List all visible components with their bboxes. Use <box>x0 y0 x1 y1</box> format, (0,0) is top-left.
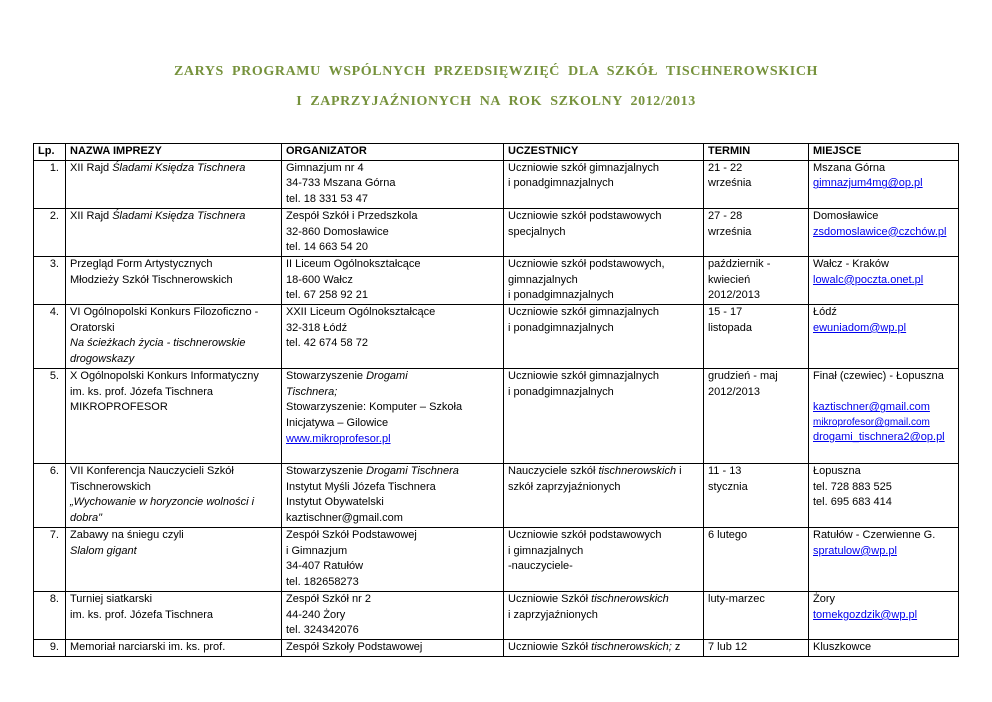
date-line: 7 lub 12 <box>708 641 748 654</box>
email-link[interactable]: tomekgozdzik@wp.pl <box>813 608 918 621</box>
participants-line: i ponadgimnazjalnych <box>508 385 614 398</box>
row-number: 8. <box>34 592 66 640</box>
event-name: Przegląd Form Artystycznych <box>70 257 213 270</box>
participants-cell <box>504 256 704 304</box>
participants-cell <box>504 464 704 528</box>
participants-cell <box>504 160 704 208</box>
event-name: XII Rajd <box>70 209 113 222</box>
email-link[interactable]: mikroprofesor@gmail.com <box>813 417 930 429</box>
place-name: Domosławice <box>813 209 879 222</box>
organizer-italic: Drogami <box>366 370 408 383</box>
event-name: im. ks. prof. Józefa Tischnera <box>70 608 214 621</box>
participants-line: Uczniowie szkół gimnazjalnych <box>508 306 660 319</box>
organizer-line: Gimnazjum nr 4 <box>286 161 364 174</box>
event-name: Turniej siatkarski <box>70 593 153 606</box>
organizer-line: 32-860 Domosławice <box>286 225 389 238</box>
participants-italic: tischnerowskich <box>591 593 669 606</box>
participants-line: Uczniowie szkół podstawowych <box>508 529 662 542</box>
organizer-line: 18-600 Wałcz <box>286 273 353 286</box>
organizer-line: XXII Liceum Ogólnokształcące <box>286 306 436 319</box>
table-row <box>34 640 959 657</box>
participants-line: Uczniowie szkół podstawowych, <box>508 257 665 270</box>
participants-cell <box>504 208 704 256</box>
date-line: 2012/2013 <box>708 385 760 398</box>
date-line: 21 - 22 <box>708 161 743 174</box>
participants-line: Uczniowie szkół gimnazjalnych <box>508 161 660 174</box>
event-name-italic: Śladami Księdza Tischnera <box>112 209 246 222</box>
table-header-row <box>34 144 959 161</box>
participants-line: i ponadgimnazjalnych <box>508 177 614 190</box>
organizer-line: Stowarzyszenie: Komputer – Szkoła <box>286 401 463 414</box>
participants-cell <box>504 640 704 657</box>
organizer-line: 34-407 Ratułów <box>286 560 364 573</box>
organizer-line: tel. 14 663 54 20 <box>286 241 368 254</box>
header-organizer: ORGANIZATOR <box>282 144 504 161</box>
event-name: Tischnerowskich <box>70 480 151 493</box>
table-row <box>34 528 959 592</box>
document-title-line-1: ZARYS PROGRAMU WSPÓLNYCH PRZEDSIĘWZIĘĆ DLA SZKÓŁ TISCHNEROWSKICH <box>173 64 819 79</box>
participants-line: Nauczyciele szkół <box>508 465 599 478</box>
organizer-line: 44-240 Żory <box>286 608 346 621</box>
date-cell <box>704 305 809 369</box>
row-number: 7. <box>34 528 66 592</box>
date-line: września <box>708 225 752 238</box>
date-cell <box>704 640 809 657</box>
date-line: grudzień - maj <box>708 370 778 383</box>
row-number: 2. <box>34 208 66 256</box>
event-name-cell <box>66 369 282 464</box>
table-row <box>34 256 959 304</box>
event-name: VII Konferencja Nauczycieli Szkół <box>70 465 234 478</box>
date-line: październik - <box>708 257 771 270</box>
organizer-cell <box>282 592 504 640</box>
organizer-line: Stowarzyszenie <box>286 465 367 478</box>
organizer-line: Zespół Szkół nr 2 <box>286 593 371 606</box>
organizer-cell <box>282 256 504 304</box>
event-name: X Ogólnopolski Konkurs Informatyczny <box>70 370 259 383</box>
place-cell <box>809 369 959 464</box>
date-cell <box>704 369 809 464</box>
row-number: 5. <box>34 369 66 464</box>
table-row <box>34 464 959 528</box>
place-name: Mszana Górna <box>813 161 886 174</box>
place-cell <box>809 305 959 369</box>
date-line: 11 - 13 <box>708 465 742 478</box>
event-name-cell <box>66 640 282 657</box>
date-cell <box>704 256 809 304</box>
place-cell <box>809 640 959 657</box>
organizer-cell <box>282 464 504 528</box>
email-link[interactable]: spratulow@wp.pl <box>813 544 897 557</box>
row-number: 1. <box>34 160 66 208</box>
organizer-italic: Drogami Tischnera <box>366 465 459 478</box>
event-name: VI Ogólnopolski Konkurs Filozoficzno - <box>70 306 259 319</box>
date-line: 15 - 17 <box>708 306 743 319</box>
header-lp: Lp. <box>34 144 66 161</box>
table-row <box>34 160 959 208</box>
participants-line: i ponadgimnazjalnych <box>508 289 614 302</box>
date-line: 27 - 28 <box>708 209 743 222</box>
date-line: stycznia <box>708 480 748 493</box>
organizer-line: tel. 67 258 92 21 <box>286 289 368 302</box>
header-date: TERMIN <box>704 144 809 161</box>
date-line: września <box>708 177 752 190</box>
date-line: 2012/2013 <box>708 289 760 302</box>
event-subtitle: Slalom gigant <box>70 544 137 557</box>
row-number: 9. <box>34 640 66 657</box>
participants-line: z <box>671 641 681 654</box>
participants-line: Uczniowie szkół podstawowych <box>508 209 662 222</box>
date-line: 6 lutego <box>708 529 748 542</box>
header-participants: UCZESTNICY <box>504 144 704 161</box>
email-link[interactable]: gimnazjum4mg@op.pl <box>813 177 923 190</box>
date-line: listopada <box>708 321 753 334</box>
organizer-line: Instytut Myśli Józefa Tischnera <box>286 480 436 493</box>
place-name: Finał (czewiec) - Łopuszna <box>813 370 944 383</box>
organizer-line: Zespół Szkoły Podstawowej <box>286 641 423 654</box>
row-number: 3. <box>34 256 66 304</box>
participants-cell <box>504 305 704 369</box>
event-name-italic: Śladami Księdza Tischnera <box>112 161 246 174</box>
participants-line: szkół zaprzyjaźnionych <box>508 480 621 493</box>
organizer-line: i Gimnazjum <box>286 544 348 557</box>
date-cell <box>704 592 809 640</box>
date-line: kwiecień <box>708 273 751 286</box>
place-name: Wałcz - Kraków <box>813 257 889 270</box>
participants-line: i ponadgimnazjalnych <box>508 321 614 334</box>
participants-line: i zaprzyjaźnionych <box>508 608 598 621</box>
date-cell <box>704 208 809 256</box>
participants-cell <box>504 592 704 640</box>
organizer-line: Instytut Obywatelski <box>286 496 384 509</box>
organizer-italic: Tischnera; <box>286 385 338 398</box>
table-row <box>34 208 959 256</box>
event-name: MIKROPROFESOR <box>70 401 168 414</box>
event-name: Memoriał narciarski im. ks. prof. <box>70 641 226 654</box>
organizer-line: tel. 324342076 <box>286 624 359 637</box>
event-subtitle: Na ścieżkach życia - tischnerowskie <box>70 337 246 350</box>
organizer-email: kaztischner@gmail.com <box>286 512 403 525</box>
place-cell <box>809 256 959 304</box>
organizer-cell <box>282 528 504 592</box>
participants-italic: tischnerowskich; <box>591 641 672 654</box>
participants-line: i <box>676 465 682 478</box>
organizer-line: II Liceum Ogólnokształcące <box>286 257 421 270</box>
organizer-line: tel. 182658273 <box>286 576 359 589</box>
organizer-cell <box>282 208 504 256</box>
place-name: Kluszkowce <box>813 641 872 654</box>
email-link[interactable]: lowalc@poczta.onet.pl <box>813 273 924 286</box>
organizer-line: 32-318 Łódź <box>286 321 348 334</box>
participants-line: gimnazjalnych <box>508 273 578 286</box>
place-cell <box>809 592 959 640</box>
event-name: im. ks. prof. Józefa Tischnera <box>70 385 214 398</box>
date-cell <box>704 464 809 528</box>
date-cell <box>704 160 809 208</box>
organizer-line: Zespół Szkół Podstawowej <box>286 529 417 542</box>
place-cell <box>809 208 959 256</box>
table-row <box>34 369 959 464</box>
event-name: Zabawy na śniegu czyli <box>70 529 184 542</box>
organizer-cell <box>282 369 504 464</box>
place-cell <box>809 464 959 528</box>
header-place: MIEJSCE <box>809 144 959 161</box>
row-number: 4. <box>34 305 66 369</box>
event-name: XII Rajd <box>70 161 113 174</box>
organizer-cell <box>282 640 504 657</box>
event-name-cell <box>66 160 282 208</box>
organizer-line: Zespół Szkół i Przedszkola <box>286 209 418 222</box>
place-name: Ratułów - Czerwienne G. <box>813 529 936 542</box>
organizer-line: tel. 42 674 58 72 <box>286 337 368 350</box>
event-name: Młodzieży Szkół Tischnerowskich <box>70 273 233 286</box>
email-link[interactable]: ewuniadom@wp.pl <box>813 321 907 334</box>
place-cell <box>809 528 959 592</box>
event-name-cell <box>66 305 282 369</box>
date-line: luty-marzec <box>708 593 765 606</box>
event-name-cell <box>66 528 282 592</box>
email-link[interactable]: drogami_tischnera2@op.pl <box>813 431 945 444</box>
event-name-cell <box>66 208 282 256</box>
participants-line: Uczniowie Szkół <box>508 593 592 606</box>
document-title-line-2: I ZAPRZYJAŹNIONYCH NA ROK SZKOLNY 2012/2013 <box>296 94 696 109</box>
place-name: Łopuszna <box>813 465 861 478</box>
event-name: Oratorski <box>70 321 115 334</box>
place-name: Żory <box>813 593 835 606</box>
event-subtitle: dobra" <box>70 512 103 525</box>
event-subtitle: „Wychowanie w horyzoncie wolności i <box>70 496 255 509</box>
event-name-cell <box>66 592 282 640</box>
date-cell <box>704 528 809 592</box>
organizer-line: Inicjatywa – Gilowice <box>286 417 389 430</box>
place-phone: tel. 728 883 525 <box>813 480 892 493</box>
participants-italic: tischnerowskich <box>598 465 677 478</box>
email-link[interactable]: kaztischner@gmail.com <box>813 401 930 414</box>
event-name-cell <box>66 256 282 304</box>
place-phone: tel. 695 683 414 <box>813 496 892 509</box>
email-link[interactable]: zsdomoslawice@czchów.pl <box>813 225 947 238</box>
website-link[interactable]: www.mikroprofesor.pl <box>286 432 391 445</box>
table-row <box>34 592 959 640</box>
participants-cell <box>504 369 704 464</box>
event-name-cell <box>66 464 282 528</box>
organizer-line: Stowarzyszenie <box>286 370 367 383</box>
organizer-line: tel. 18 331 53 47 <box>286 193 368 206</box>
participants-cell <box>504 528 704 592</box>
events-table <box>33 143 959 657</box>
participants-line: Uczniowie Szkół <box>508 641 592 654</box>
organizer-cell <box>282 160 504 208</box>
organizer-line: 34-733 Mszana Górna <box>286 177 396 190</box>
event-subtitle: drogowskazy <box>70 353 135 366</box>
table-row <box>34 305 959 369</box>
participants-line: Uczniowie szkół gimnazjalnych <box>508 370 660 383</box>
place-name: Łódź <box>813 306 837 319</box>
organizer-cell <box>282 305 504 369</box>
participants-line: -nauczyciele- <box>508 560 573 573</box>
participants-line: i gimnazjalnych <box>508 544 584 557</box>
participants-line: specjalnych <box>508 225 566 238</box>
header-event-name: NAZWA IMPREZY <box>66 144 282 161</box>
row-number: 6. <box>34 464 66 528</box>
place-cell <box>809 160 959 208</box>
